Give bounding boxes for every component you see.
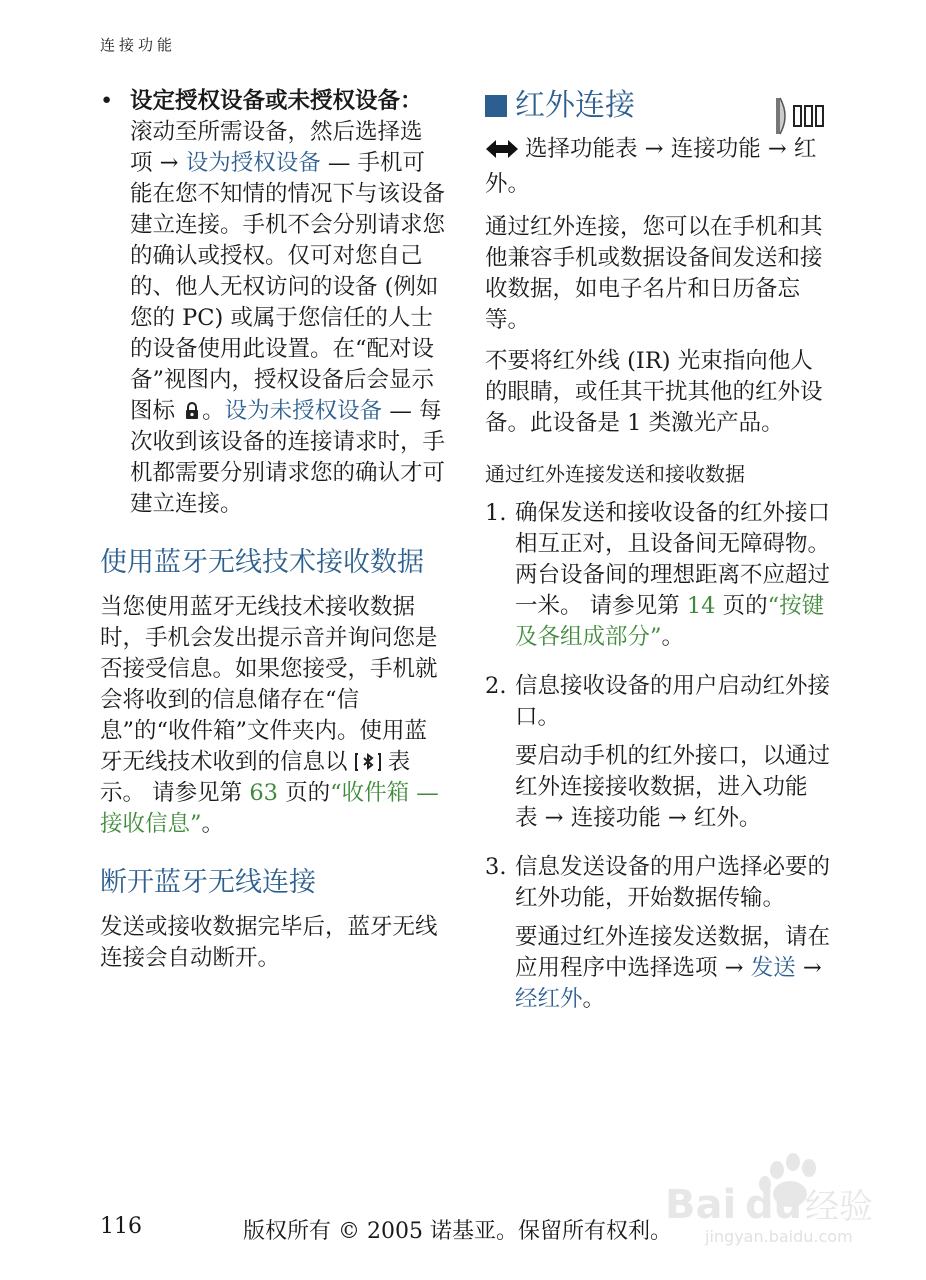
keys-and-parts-link[interactable]: “按键及各组成部分” — [515, 593, 825, 650]
infrared-signal-icon — [774, 96, 832, 145]
list-item: 3. 信息发送设备的用户选择必要的红外功能，开始数据传输。 要通过红外连接发送数据，请在应用程序中选择选项 → 发送 → 经红外。 — [485, 854, 831, 1012]
receive-paragraph: 当您使用蓝牙无线技术接收数据时，手机会发出提示音并询问您是否接受信息。如果您接受，手机就会将收到的信息储存在“信息”的“收件箱”文件夹内。使用蓝牙无线技术收到的信息以 表示。 请参见第 63 页的“收件箱 — 接收信息”。 — [100, 594, 439, 837]
section-heading-disconnect: 断开蓝牙无线连接 — [100, 867, 316, 898]
copyright: 版权所有 © 2005 诺基亚。保留所有权利。 — [243, 1219, 672, 1244]
bluetooth-message-icon — [355, 749, 381, 775]
section-heading-receive: 使用蓝牙无线技术接收数据 — [100, 547, 424, 578]
subheading-send-receive: 通过红外连接发送和接收数据 — [485, 462, 745, 486]
term-authorize: 设定授权设备或未授权设备 — [130, 88, 401, 114]
set-authorized-link[interactable]: 设为授权设备 — [185, 150, 321, 176]
list-item: 2. 信息接收设备的用户启动红外接口。 要启动手机的红外接口，以通过红外连接接收数据，进入功能表 → 连接功能 → 红外。 — [485, 673, 831, 831]
menu-path: 选择功能表 → 连接功能 → 红外。 — [485, 136, 817, 197]
menu-path-arrow-icon — [485, 138, 519, 169]
inbox-link[interactable]: “收件箱 — 接收信息” — [100, 780, 439, 837]
left-column — [100, 86, 445, 984]
infrared-heading: 红外连接 — [485, 86, 830, 126]
bullet-authorize: • 设定授权设备或未授权设备：滚动至所需设备，然后选择选项 → 设为授权设备 — 手机可能在您不知情的情况下与该设备建立连接。手机不会分别请求您的确认或授权。仅可对您自己的、他人无权访问的设备 (例如您的 PC) 或属于您信任的人士的设备使用此设置。在“配对设备”视图内，授权设备后会显示图标 。设为未授权设备 — 每次收到该设备的连接请求时，手机都需要分别请求您的确认才可建立连接。 — [100, 86, 445, 520]
watermark-cn: 经验 — [805, 1187, 873, 1227]
steps-list — [485, 498, 830, 1023]
watermark-url: jingyan.baidu.com — [705, 1227, 853, 1246]
disconnect-paragraph: 发送或接收数据完毕后，蓝牙无线连接会自动断开。 — [100, 914, 438, 971]
right-column — [485, 86, 830, 1033]
lock-icon — [182, 398, 202, 424]
infrared-intro: 通过红外连接，您可以在手机和其他兼容手机或数据设备间发送和接收数据，如电子名片和日历备忘等。 — [485, 214, 823, 333]
running-header: 连接功能 — [100, 36, 177, 54]
page-ref-14[interactable]: 14 — [686, 593, 716, 619]
options-label: 选项 — [130, 119, 423, 176]
heading-square-icon — [485, 95, 507, 117]
watermark-brand-2: du — [745, 1182, 803, 1228]
page-ref-63[interactable]: 63 — [249, 780, 278, 806]
watermark-brand: Bai — [665, 1182, 737, 1228]
via-infrared-link[interactable]: 经红外 — [515, 986, 583, 1012]
page-number: 116 — [100, 1214, 142, 1239]
set-unauthorized-link[interactable]: 设为未授权设备 — [224, 398, 383, 424]
infrared-warning: 不要将红外线 (IR) 光束指向他人的眼睛，或任其干扰其他的红外设备。此设备是 1 类激光产品。 — [485, 348, 823, 436]
baidu-watermark — [665, 1140, 905, 1250]
bullet-dot: • — [100, 88, 114, 114]
list-item: 1. 确保发送和接收设备的红外接口相互正对，且设备间无障碍物。两台设备间的理想距离不应超过一米。 请参见第 14 页的“按键及各组成部分”。 — [485, 500, 831, 650]
send-link[interactable]: 发送 — [750, 955, 796, 981]
